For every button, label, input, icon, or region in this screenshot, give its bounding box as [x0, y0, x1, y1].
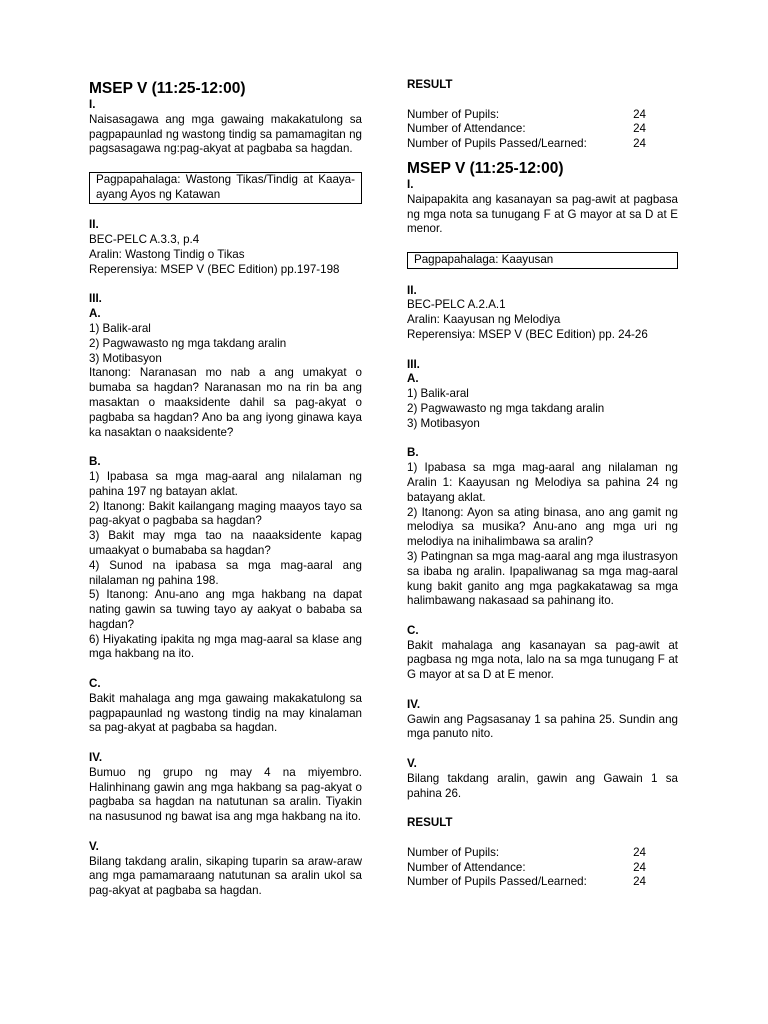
right-objective-text: Naipapakita ang kasanayan sa pag-awit at pagbasa ng mga nota sa tunugang F at G mayor at sa D at E menor.: [407, 192, 678, 236]
right-part-b-label: B.: [407, 446, 419, 460]
left-subject-line: BEC-PELC A.3.3, p.4: [89, 233, 200, 247]
left-subject-line: Reperensiya: MSEP V (BEC Edition) pp.197-198: [89, 262, 340, 276]
right-lesson-title: MSEP V (11:25-12:00): [407, 159, 564, 177]
spacer: [407, 432, 678, 447]
result-label: Number of Attendance:: [407, 860, 526, 874]
result-heading: RESULT: [407, 78, 453, 91]
left-part-c-label: C.: [89, 677, 101, 691]
spacer: [407, 801, 678, 816]
spacer: [89, 278, 362, 293]
right-section-1-label: I.: [407, 177, 414, 191]
left-section-5-label: V.: [89, 839, 99, 853]
right-part-b-item: 2) Itanong: Ayon sa ating binasa, ano ang gamit ng melodiya sa musika? Anu-ano ang mga uri ng melodiya na inihalimbawa sa aralin?: [407, 505, 678, 549]
result-row: [407, 122, 646, 137]
right-section-3-label: III.: [407, 357, 420, 371]
right-part-b-item: 3) Patingnan sa mga mag-aaral ang mga ilustrasyon sa ibaba ng aralin. Ipapaliwanag sa mga mag-aaral kung bakit ganito ang mga pagkakatawag sa mga halimbawang nakasaad sa pahinang ito.: [407, 549, 678, 608]
right-evaluation-text: Gawin ang Pagsasanay 1 sa pahina 25. Sundin ang mga panuto nito.: [407, 712, 678, 741]
spacer: [407, 269, 678, 284]
spacer: [407, 93, 678, 108]
right-section-4-label: IV.: [407, 697, 421, 711]
spacer: [407, 237, 678, 252]
left-part-b-label: B.: [89, 455, 101, 469]
right-part-a-label: A.: [407, 372, 419, 386]
left-part-c-text: Bakit mahalaga ang mga gawaing makakatulong sa pagpapaunlad ng wastong tindig na may kinalaman sa pag-akyat at pagbaba sa hagdan.: [89, 691, 362, 735]
spacer: [89, 825, 362, 840]
right-subject-line: Aralin: Kaayusan ng Melodiya: [407, 313, 561, 327]
left-part-b-item: 2) Itanong: Bakit kailangang maging maayos tayo sa pag-akyat o pagbaba sa hagdan?: [89, 499, 362, 528]
left-motivation-question: Itanong: Naranasan mo nab a ang umakyat o bumaba sa hagdan? Naranasan mo na rin ba ang masaktan o maaksidente dahil sa pag-akyat o pagbaba sa hagdan? Ano ba ang iyong ginawa kaya ka nasaktan o naaksidente?: [89, 366, 362, 439]
result-label: Number of Pupils Passed/Learned:: [407, 137, 587, 151]
left-section-4-label: IV.: [89, 751, 103, 765]
result-label: Number of Pupils Passed/Learned:: [407, 875, 587, 889]
right-assignment-text: Bilang takdang aralin, gawin ang Gawain 1 sa pahina 26.: [407, 771, 678, 800]
result-label: Number of Pupils:: [407, 845, 500, 859]
left-section-1-label: I.: [89, 98, 96, 111]
right-part-c-label: C.: [407, 623, 419, 637]
left-section-2-label: II.: [89, 218, 99, 232]
left-part-b-item: 6) Hiyakating ipakita ng mga mag-aaral sa klase ang mga hakbang na ito.: [89, 632, 362, 661]
result-label: Number of Pupils:: [407, 107, 500, 121]
result-value: 24: [633, 860, 646, 874]
spacer: [407, 831, 678, 846]
left-subject-line: Aralin: Wastong Tindig o Tikas: [89, 247, 245, 261]
result-value: 24: [633, 845, 646, 859]
result-row: [407, 108, 646, 123]
left-part-a-item: 2) Pagwawasto ng mga takdang aralin: [89, 336, 287, 350]
left-value-box: Pagpapahalaga: Wastong Tikas/Tindig at Kaaya-ayang Ayos ng Katawan: [89, 172, 362, 204]
spacer: [89, 736, 362, 751]
right-value-box: Pagpapahalaga: Kaayusan: [407, 252, 678, 269]
left-lesson-title: MSEP V (11:25-12:00): [89, 80, 246, 97]
spacer: [407, 343, 678, 358]
right-part-a-item: 1) Balik-aral: [407, 387, 469, 401]
result-row: [407, 137, 646, 152]
left-evaluation-text: Bumuo ng grupo ng may 4 na miyembro. Halinhinang gawin ang mga hakbang sa pag-akyat o pagbaba sa hagdan na natutunan sa aralin. Tiyakin na nasusunod ng bawat isa ang mga hakbang na ito.: [89, 765, 362, 824]
result-row: [407, 875, 646, 890]
result-value: 24: [633, 875, 646, 889]
spacer: [89, 440, 362, 455]
left-part-b-item: 1) Ipabasa sa mga mag-aaral ang nilalaman ng pahina 197 ng batayan aklat.: [89, 469, 362, 498]
right-part-a-item: 3) Motibasyon: [407, 416, 480, 430]
left-part-b-item: 5) Itanong: Anu-ano ang mga hakbang na dapat nating gawin sa tuwing tayo ay aakyat o bababa sa hagdan?: [89, 588, 362, 631]
right-section-2-label: II.: [407, 283, 417, 297]
spacer: [407, 609, 678, 624]
right-subject-line: Reperensiya: MSEP V (BEC Edition) pp. 24-26: [407, 327, 648, 341]
right-subject-line: BEC-PELC A.2.A.1: [407, 298, 506, 312]
left-part-a-item: 1) Balik-aral: [89, 321, 151, 335]
left-section-3-label: III.: [89, 292, 102, 306]
result-value: 24: [633, 107, 646, 121]
spacer: [89, 157, 362, 172]
spacer: [89, 662, 362, 677]
result-row: [407, 846, 646, 861]
result-heading: RESULT: [407, 816, 453, 830]
left-column: [89, 79, 362, 899]
right-section-5-label: V.: [407, 757, 417, 771]
left-part-a-item: 3) Motibasyon: [89, 351, 162, 365]
result-value: 24: [633, 122, 646, 136]
left-part-a-label: A.: [89, 307, 101, 321]
spacer: [89, 204, 362, 219]
left-objective-text: Naisasagawa ang mga gawaing makakatulong sa pagpapaunlad ng wastong tindig sa pamamagitan ng pagsasagawa ng:pag-akyat at pagbaba sa hagdan.: [89, 112, 362, 156]
result-label: Number of Attendance:: [407, 122, 526, 136]
right-part-c-text: Bakit mahalaga ang kasanayan sa pag-awit at pagbasa ng mga nota, lalo na sa mga tunugang F at G mayor at sa D at E menor.: [407, 638, 678, 682]
right-part-b-item: 1) Ipabasa sa mga mag-aaral ang nilalaman ng Aralin 1: Kaayusan ng Melodiya sa pahina 24 ng batayang aklat.: [407, 461, 678, 504]
left-part-b-item: 3) Bakit may mga tao na naaaksidente kapag umaakyat o bumababa sa hagdan?: [89, 529, 362, 557]
right-part-a-item: 2) Pagwawasto ng mga takdang aralin: [407, 401, 605, 415]
spacer: [407, 742, 678, 757]
left-part-b-item: 4) Sunod na ipabasa sa mga mag-aaral ang nilalaman ng pahina 198.: [89, 558, 362, 587]
result-value: 24: [633, 137, 646, 151]
left-assignment-text: Bilang takdang aralin, sikaping tuparin sa araw-araw ang mga pamamaraang natutunan sa aralin ukol sa pag-akyat at pagbaba sa hagdan.: [89, 854, 362, 898]
spacer: [407, 683, 678, 698]
right-column: [407, 78, 678, 890]
result-row: [407, 861, 646, 876]
